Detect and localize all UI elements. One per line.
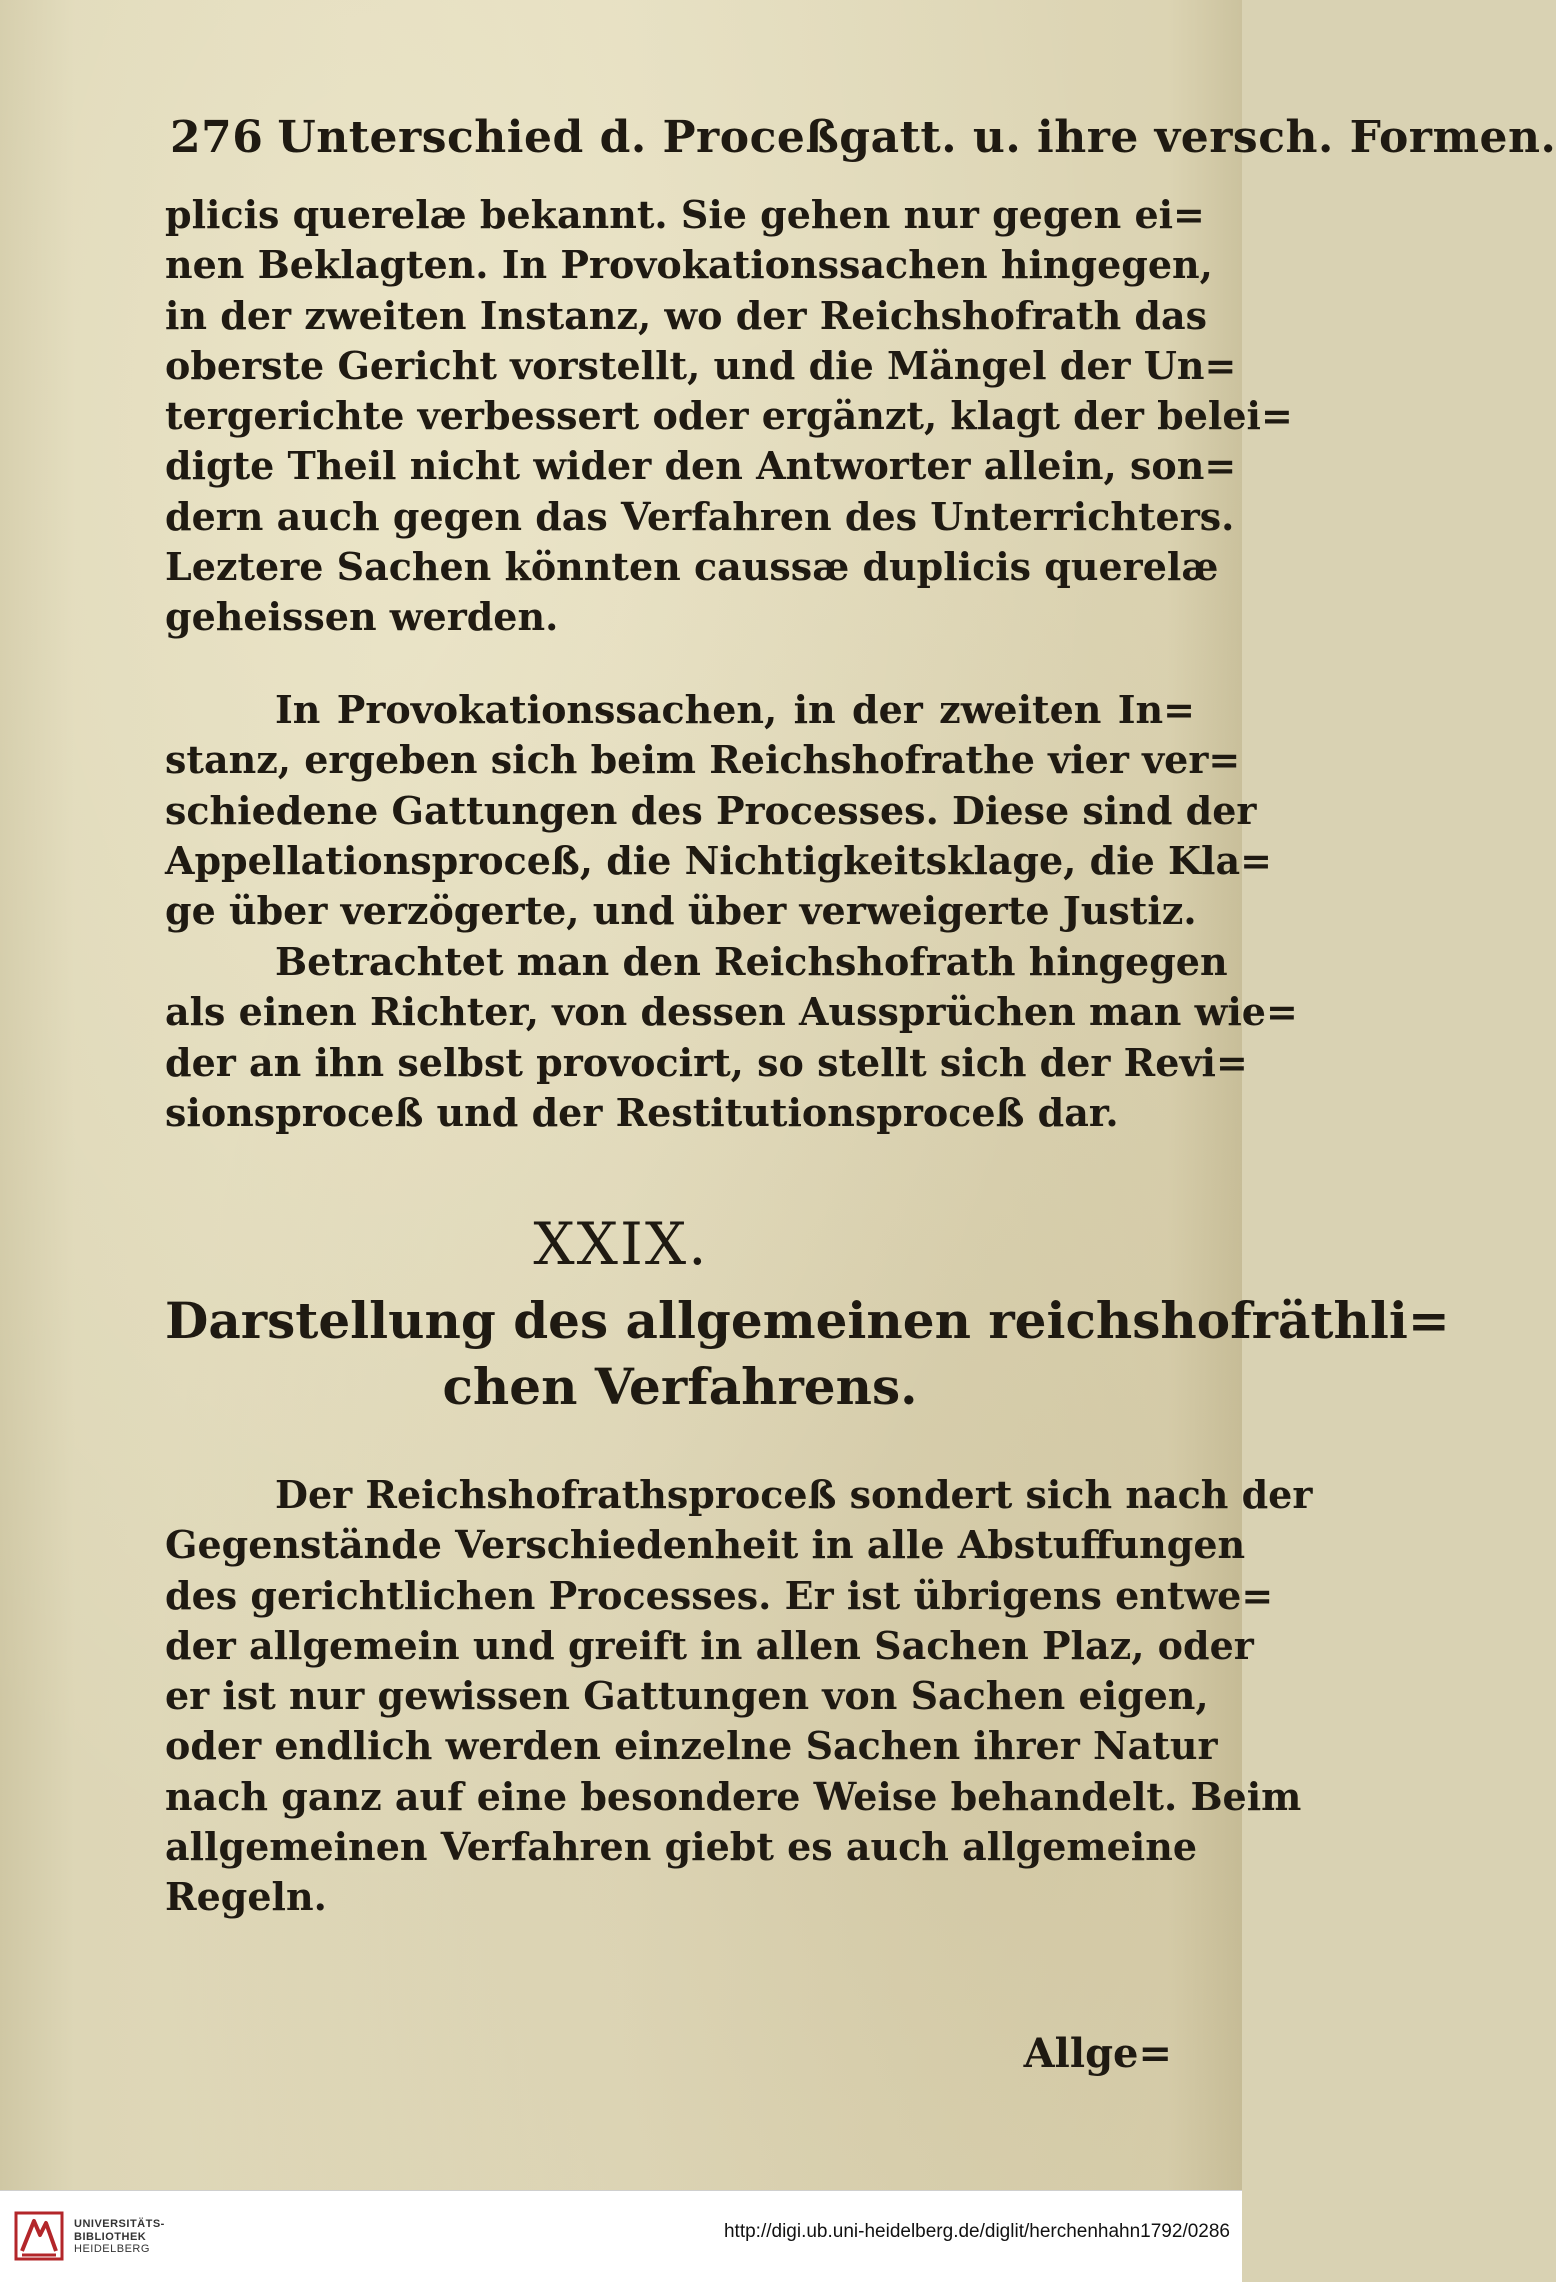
text-line: nach ganz auf eine besondere Weise behandelt. Beim xyxy=(165,1773,1302,1819)
paragraph-3 xyxy=(165,937,1298,1138)
text-line: stanz, ergeben sich beim Reichshofrathe vier ver= xyxy=(165,737,1241,783)
footer-bar xyxy=(0,2190,1242,2282)
paragraph-2 xyxy=(165,685,1272,936)
text-line: in der zweiten Instanz, wo der Reichshofrath das xyxy=(165,292,1208,338)
permalink-url[interactable]: http://digi.ub.uni-heidelberg.de/diglit/herchenhahn1792/0286 xyxy=(723,2221,1230,2242)
text-line: der an ihn selbst provocirt, so stellt sich der Revi= xyxy=(165,1039,1248,1085)
text-line: Regeln. xyxy=(165,1874,327,1920)
text-line: oder endlich werden einzelne Sachen ihrer Natur xyxy=(165,1723,1218,1769)
text-line: dern auch gegen das Verfahren des Unterrichters. xyxy=(165,493,1235,539)
paragraph-4 xyxy=(165,1470,1313,1923)
text-line: Der Reichshofrathsproceß sondert sich nach der xyxy=(275,1472,1313,1517)
text-line: Betrachtet man den Reichshofrath hingegen xyxy=(275,939,1228,984)
university-seal-icon xyxy=(14,2211,64,2261)
text-line: schiedene Gattungen des Processes. Diese sind der xyxy=(165,787,1257,833)
paragraph-1 xyxy=(165,190,1293,643)
running-head xyxy=(170,112,1556,163)
section-number: XXIX. xyxy=(533,1210,709,1278)
text-line: des gerichtlichen Processes. Er ist übrigens entwe= xyxy=(165,1572,1274,1618)
text-line: Leztere Sachen könnten caussæ duplicis querelæ xyxy=(165,544,1219,590)
text-line: tergerichte verbessert oder ergänzt, klagt der belei= xyxy=(165,393,1293,439)
logo-line: UNIVERSITÄTS- xyxy=(74,2218,165,2230)
text-line: sionsproceß und der Restitutionsproceß dar. xyxy=(165,1089,1119,1135)
logo-line: HEIDELBERG xyxy=(74,2243,150,2255)
text-line: nen Beklagten. In Provokationssachen hingegen, xyxy=(165,242,1213,288)
text-line: als einen Richter, von dessen Aussprüchen man wie= xyxy=(165,989,1298,1035)
text-line: In Provokationssachen, in der zweiten In= xyxy=(275,687,1195,732)
page-number: 276 xyxy=(170,112,264,163)
text-line: oberste Gericht vorstellt, und die Mängel der Un= xyxy=(165,342,1237,388)
text-line: der allgemein und greift in allen Sachen Plaz, oder xyxy=(165,1622,1254,1668)
section-title-line: Darstellung des allgemeinen reichshofräthli= xyxy=(165,1291,1450,1350)
section-title-line: chen Verfahrens. xyxy=(442,1357,918,1416)
text-line: er ist nur gewissen Gattungen von Sachen eigen, xyxy=(165,1673,1209,1719)
text-line: allgemeinen Verfahren giebt es auch allgemeine xyxy=(165,1824,1198,1870)
text-line: plicis querelæ bekannt. Sie gehen nur gegen ei= xyxy=(165,192,1205,237)
text-line: Gegenstände Verschiedenheit in alle Abstuffungen xyxy=(165,1522,1246,1568)
section-title xyxy=(165,1288,1450,1420)
text-line: digte Theil nicht wider den Antworter allein, son= xyxy=(165,443,1237,489)
catchword: Allge= xyxy=(1023,2030,1172,2077)
library-logo-text xyxy=(74,2218,165,2256)
text-line: geheissen werden. xyxy=(165,594,559,640)
text-line: Appellationsproceß, die Nichtigkeitsklage, die Kla= xyxy=(165,837,1272,883)
logo-line: BIBLIOTHEK xyxy=(74,2230,147,2243)
running-head-title: Unterschied d. Proceßgatt. u. ihre versch. Formen. xyxy=(277,112,1556,163)
text-line: ge über verzögerte, und über verweigerte Justiz. xyxy=(165,888,1197,934)
